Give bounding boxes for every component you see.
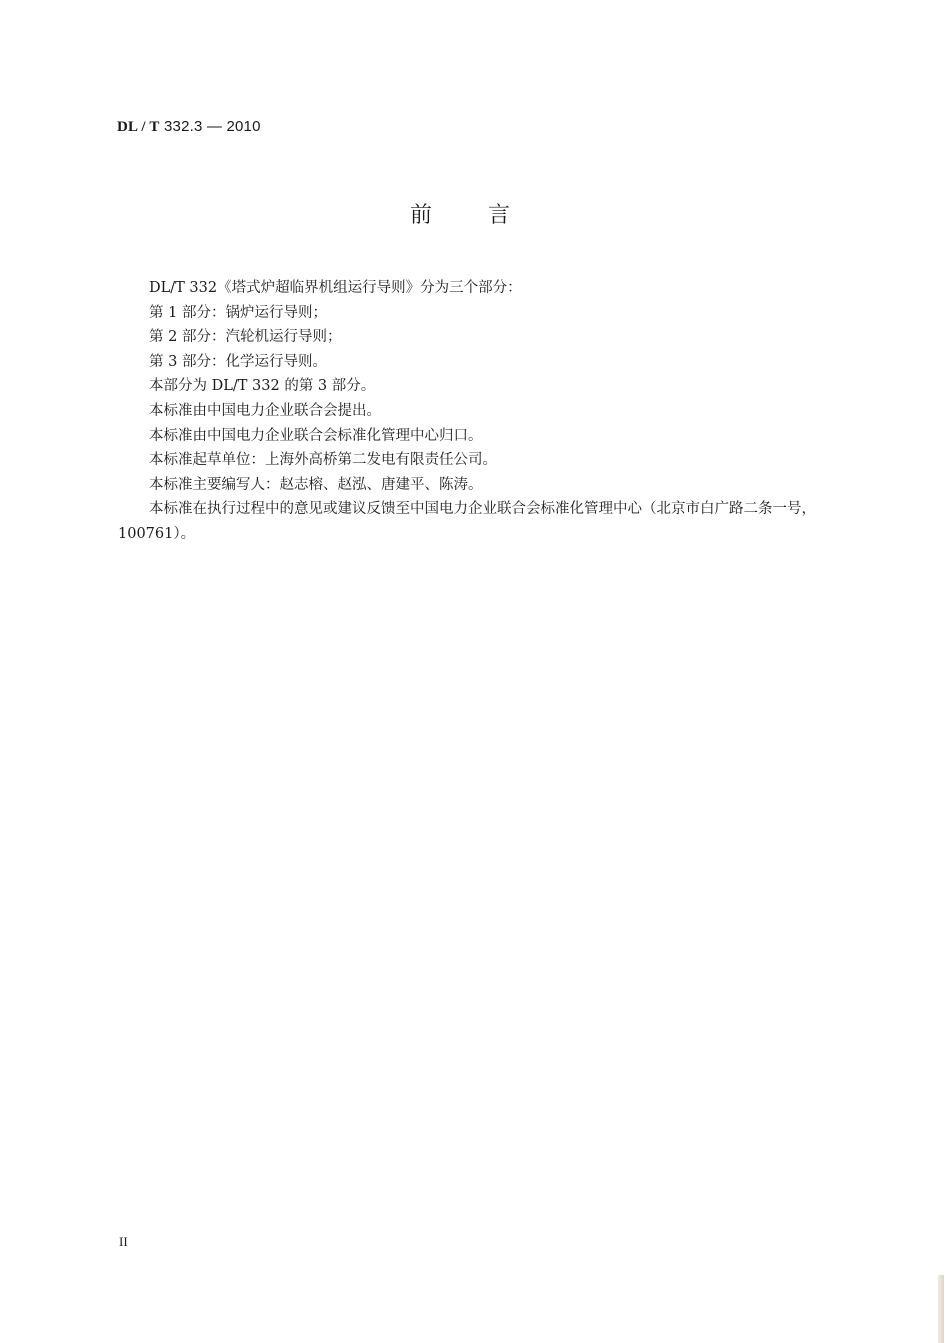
standard-prefix: DL / T: [117, 119, 160, 135]
paragraph-proposer: 本标准由中国电力企业联合会提出。: [149, 402, 381, 419]
document-header: [117, 118, 261, 136]
paragraph-part-3: 第 3 部分：化学运行导则。: [149, 353, 327, 370]
paragraph-part-2: 第 2 部分：汽轮机运行导则；: [149, 329, 342, 346]
paragraph-drafting-unit: 本标准起草单位：上海外高桥第二发电有限责任公司。: [149, 452, 497, 469]
paragraph-feedback: 本标准在执行过程中的意见或建议反馈至中国电力企业联合会标准化管理中心（北京市白广路二条一号，100761）。: [118, 501, 816, 542]
page-edge-shadow: [938, 1275, 944, 1343]
page-number: II: [119, 1234, 128, 1249]
page-title: 前言: [409, 203, 566, 228]
paragraph-authors: 本标准主要编写人：赵志榕、赵泓、唐建平、陈涛。: [149, 476, 483, 493]
foreword-body: [118, 276, 868, 547]
paragraph-administrator: 本标准由中国电力企业联合会标准化管理中心归口。: [149, 427, 483, 444]
standard-number: 332.3 — 2010: [159, 118, 261, 135]
paragraph-part-1: 第 1 部分：锅炉运行导则；: [149, 304, 327, 321]
paragraph-this-part: 本部分为 DL/T 332 的第 3 部分。: [149, 378, 376, 395]
paragraph-intro: DL/T 332《塔式炉超临界机组运行导则》分为三个部分：: [149, 280, 522, 296]
